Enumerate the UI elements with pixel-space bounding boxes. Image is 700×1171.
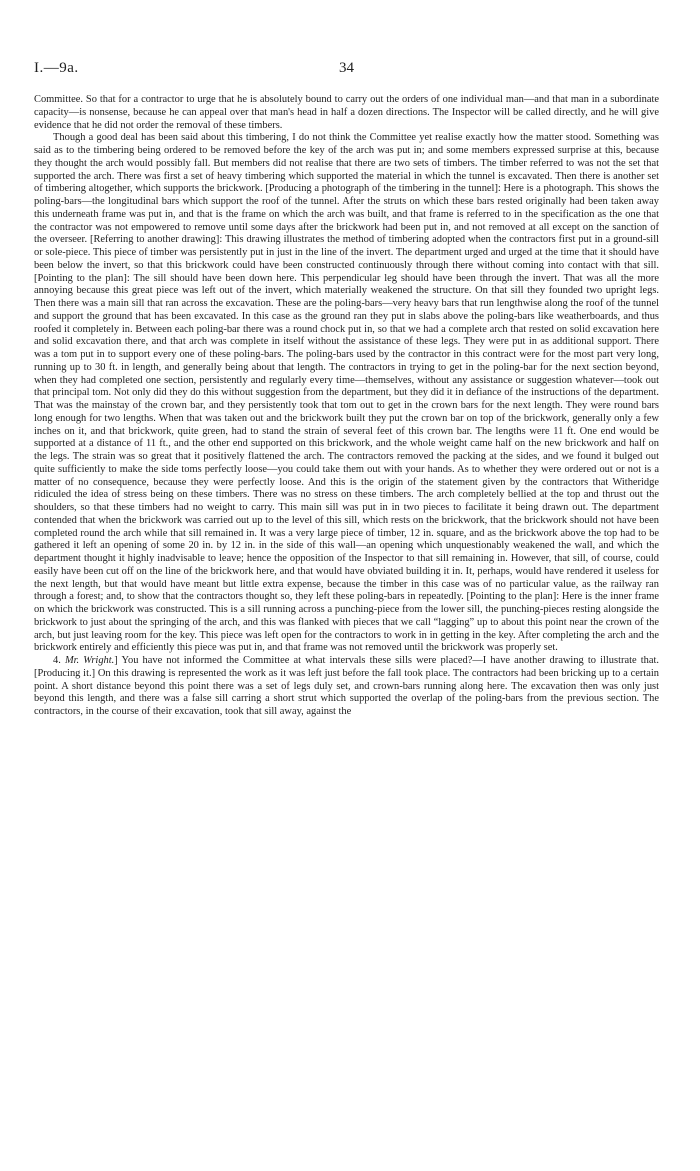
question-number: 4.: [53, 655, 61, 666]
page-number: 34: [339, 60, 354, 76]
document-body: [34, 94, 659, 719]
paragraph-timbering: Though a good deal has been said about this timbering, I do not think the Committee yet realise exactly how the matter stood. Something was said as to the timbering being ordered to be removed before the key of the arch was put in; and some members expressed surprise at this, because they thought the arch would possibly fall. But members did not realise that there are two sets of timbers. The timber referred to was not the set that supported the arch. There was first a set of heavy timbering which supported the material in which the tunnel is excavated. Then there is another set of timbering altogether, which supports the brickwork. [Producing a photograph of the timbering in the tunnel]: Here is a photograph. This shows the poling-bars—the longitudinal bars which support the roof of the tunnel. After the struts on which these bars rested originally had been taken away this underneath frame was put in, and that is the frame on which the arch was built, and that frame is referred to in the specification as the one that the contractor was not empowered to remove until some days after the brickwork had been put in, and not removed at all except on the sanction of the overseer. [Referring to another drawing]: This drawing illustrates the method of timbering adopted when the contractors first put in a ground-sill or sole-piece. This piece of timber was persistently put in just in the line of the invert. The department urged and urged at the time that it should have been below the invert, so that this brickwork could have been constructed continuously through there without coming into contact with that sill. [Pointing to the plan]: The sill should have been down here. This perpendicular leg should have been through the invert. That was all the more annoying because this great piece was left out of the invert, which materially weakened the structure. On that sill they founded two upright legs. Then there was a main sill that ran across the excavation. These are the poling-bars—very heavy bars that run lengthwise along the roof of the tunnel and support the ground that has been excavated. In this case as the ground ran they put in slabs above the poling-bars like weatherboards, and thus roofed it completely in. Between each poling-bar there was a round chock put in, so that we had a complete arch that rested on solid excavation here and solid excavation there, and that arch was complete in itself without the assistance of these legs. They were put in as additional support. There was a tom put in to support every one of these poling-bars. The poling-bars used by the contractor in this contract were for the most part very long, running up to 30 ft. in length, and generally being about that length. The contractors in trying to get in the poling-bar for the next section beyond, when they had completed one section, persistently and regularly every time—themselves, without any assistance or suggestion whatever—took out that principal tom. Not only did they do this without suggestion from the department, but they did it in defiance of the instructions of the department. That was the mainstay of the crown bar, and they persistently took that tom out to get in the crown bars for the next length. They were round bars long enough for two lengths. When that was taken out and the brickwork built they put the crown bar on top of the brickwork, generally only a few inches on it, and that brickwork, quite green, had to stand the strain of several feet of this crown bar. The lengths were 11 ft. One end would be supported at a distance of 11 ft., and the other end supported on this brickwork, and the whole weight came half on the new brickwork and half on the legs. The strain was so great that it positively flattened the arch. The contractors removed the packing at the sides, and we found it bulged out quite sufficiently to make the side toms perfectly loose—you could take them out with your hands. As to whether they were ordered out or not is a matter of no consequence, because they were perfectly loose. And this is the origin of the statement given by the contractors that Witheridge ridiculed the idea of stress being on these timbers. There was no stress on these timbers. The arch completely bellied at the top and thrust out the shoulders, so that these timbers had no weight to carry. This main sill was put in in two pieces to facilitate it being drawn out. The department contended that when the brickwork was carried out up to the level of this sill, which rests on the brickwork, that the brickwork should not have been completed round the arch while that sill remained in. It was a very large piece of timber, 12 in. square, and as the brickwork above the top had to be gathered it left an opening of some 20 in. by 12 in. in the side of this wall—an opening which unquestionably weakened the wall, and which the department thought it highly inadvisable to leave; hence the opposition of the Inspector to that sill remaining in. However, that sill, of course, could easily have been cut off on the line of the brickwork here, and that would have obviated building it in. It, perhaps, would have rendered it useless for the next length, but that would have meant but little extra expense, because the timber in this case was of no particular value, as the railway ran through a forest; and, to show that the contractors thought so, they left these poling-bars in repeatedly. [Pointing to the plan]: Here is the inner frame on which the brickwork was constructed. This is a sill running across a punching-piece from the lower sill, the punching-pieces resting alongside the brickwork to just about the springing of the arch, and this was flanked with pieces that we call “lagging” up to about this point near the crown of the arch, but just leaving room for the key. This piece was left open for the contractors to work in in getting in the key. After completing the arch and the brickwork entirely and efficiently this piece was put in, and that frame was not removed until the brickwork was properly set.: [34, 132, 659, 654]
question-text: ] You have not informed the Committee at what intervals these sills were placed?—I have another drawing to illustrate that. [Producing it.] On this drawing is represented the work as it was left just before the fall took place. The contractors had been bricking up to a certain point. A short distance beyond this point there was a set of legs duly set, and crown-bars running along here. The excavation then was only just beyond this length, and there was a false sill carring a short strut which supported the overlap of the poling-bars from the previous section. The contractors, in the course of their excavation, took that sill away, against the: [34, 655, 659, 717]
paragraph-continued: Committee. So that for a contractor to urge that he is absolutely bound to carry out the orders of one individual man—and that man in a subordinate capacity—is nonsense, because he can appeal over that man's head in half a dozen directions. The Inspector will be called directly, and he will give evidence that he did not order the removal of these timbers.: [34, 94, 659, 131]
page-header: [34, 60, 659, 82]
question-paragraph: [34, 655, 659, 719]
paper-reference: I.—9a.: [34, 60, 79, 76]
speaker-name: Mr. Wright.: [64, 655, 115, 666]
